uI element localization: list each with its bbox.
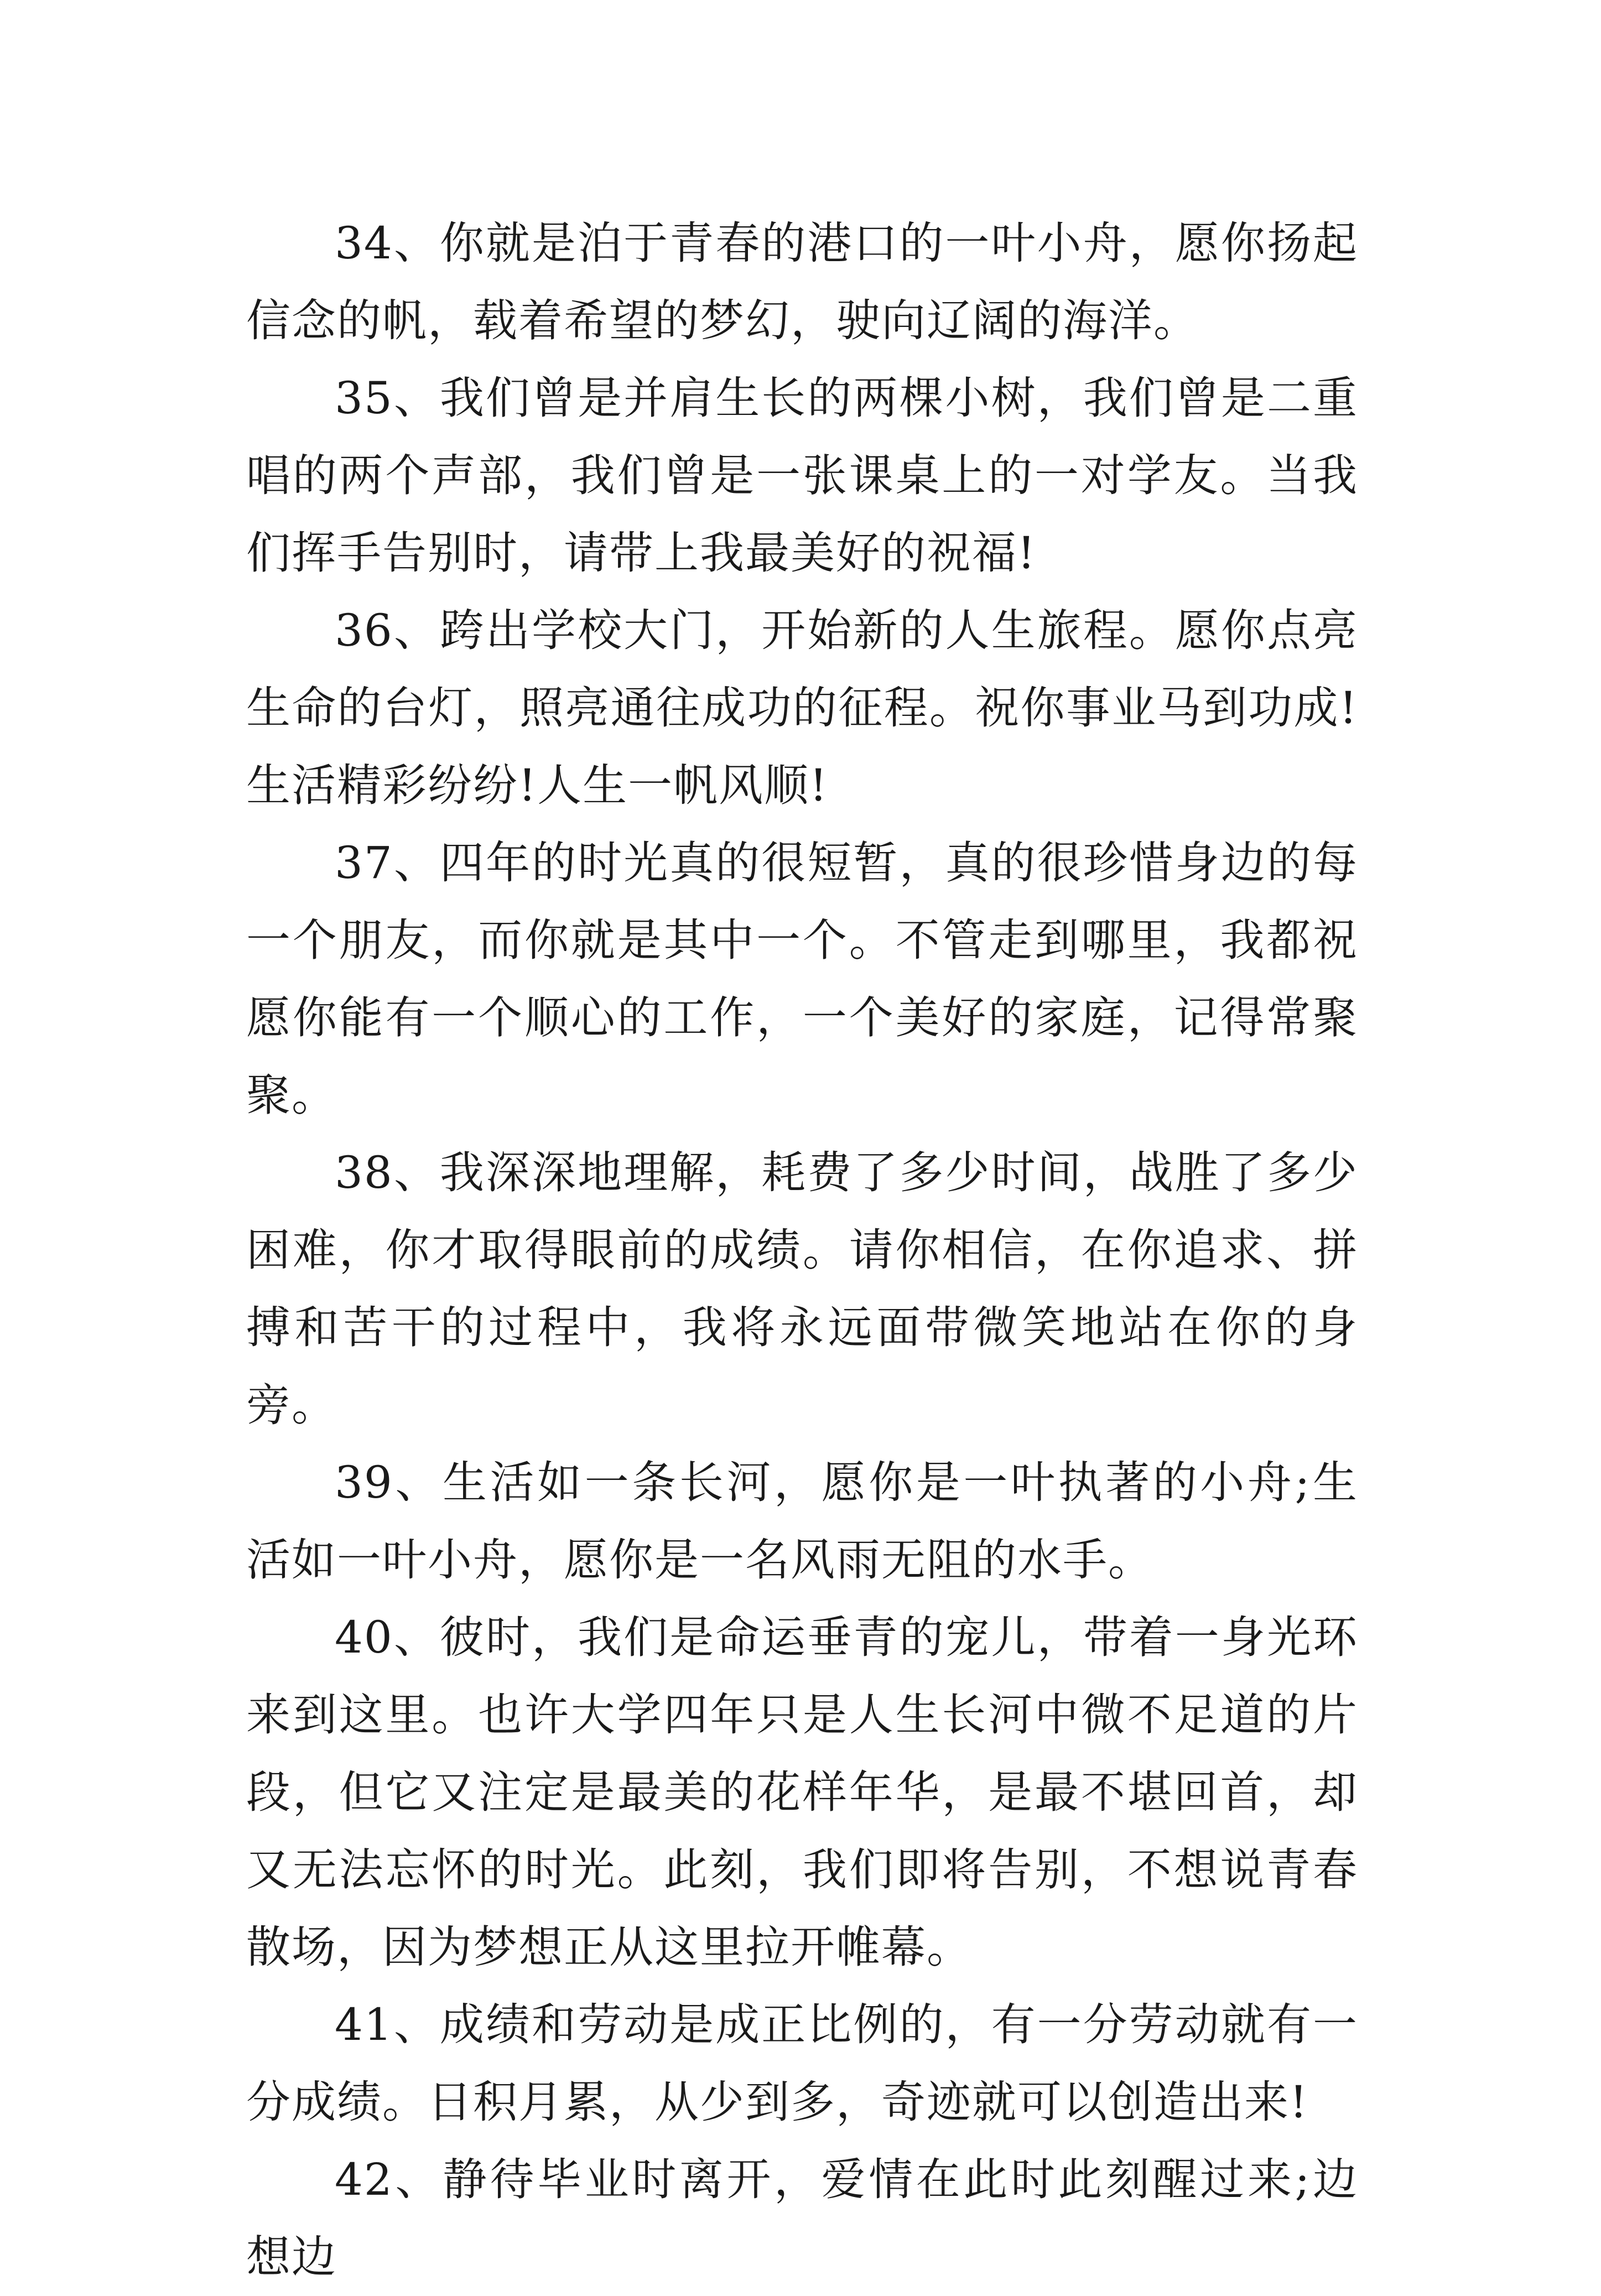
paragraph-39: 39、生活如一条长河，愿你是一叶执著的小舟;生活如一叶小舟，愿你是一名风雨无阻的水手。 bbox=[246, 1457, 1358, 1586]
paragraph-38: 38、我深深地理解，耗费了多少时间，战胜了多少困难，你才取得眼前的成绩。请你相信，在你追求、拼搏和苦干的过程中，我将永远面带微笑地站在你的身旁。 bbox=[246, 1147, 1358, 1431]
document-body bbox=[246, 205, 1358, 2296]
paragraph-41: 41、成绩和劳动是成正比例的，有一分劳动就有一分成绩。日积月累，从少到多，奇迹就可以创造出来! bbox=[246, 1999, 1358, 2128]
paragraph-42: 42、静待毕业时离开，爱情在此时此刻醒过来;边想边 bbox=[246, 2154, 1358, 2283]
paragraph-34: 34、你就是泊于青春的港口的一叶小舟，愿你扬起信念的帆，载着希望的梦幻，驶向辽阔的海洋。 bbox=[246, 217, 1358, 346]
paragraph-37: 37、四年的时光真的很短暂，真的很珍惜身边的每一个朋友，而你就是其中一个。不管走到哪里，我都祝愿你能有一个顺心的工作，一个美好的家庭，记得常聚聚。 bbox=[246, 837, 1358, 1121]
paragraph-36: 36、跨出学校大门，开始新的人生旅程。愿你点亮生命的台灯，照亮通往成功的征程。祝你事业马到功成!生活精彩纷纷!人生一帆风顺! bbox=[246, 605, 1358, 811]
paragraph-40: 40、彼时，我们是命运垂青的宠儿，带着一身光环来到这里。也许大学四年只是人生长河中微不足道的片段，但它又注定是最美的花样年华，是最不堪回首，却又无法忘怀的时光。此刻，我们即将告别，不想说青春散场，因为梦想正从这里拉开帷幕。 bbox=[246, 1612, 1358, 1973]
paragraph-35: 35、我们曾是并肩生长的两棵小树，我们曾是二重唱的两个声部，我们曾是一张课桌上的一对学友。当我们挥手告别时，请带上我最美好的祝福! bbox=[246, 372, 1358, 579]
